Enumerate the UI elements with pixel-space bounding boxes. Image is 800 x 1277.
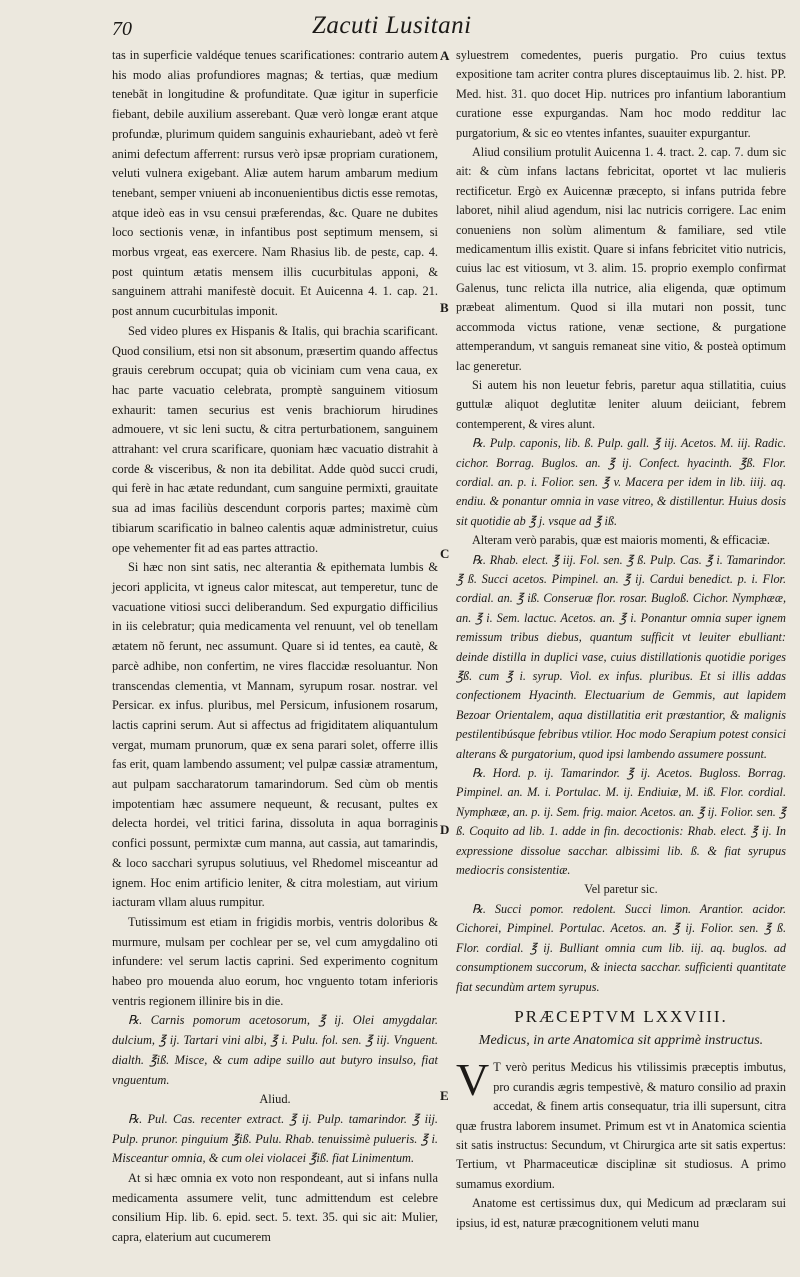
paragraph: tas in superficie valdéque tenues scarificationes: contrario autem his modo alias profundiores magnas; & tertias, quæ medium tenebãt in longitudine & profunditate. Quæ igitur in superficie fiebant, debile auxilium asserebant. Quæ verò longæ erant atque profundæ, plurimum quidem sanguinis exhauriebant, adeò vt ferè animi defectum afferrent: rursus verò ipsæ propriam curationem, veluti vulnera exigebant. Aliæ autem harum ambarum medium tenebant, semper vniueni ab inconuenientibus dictis esse remotas, atque ideò eas in vsu censui præferendas, &c. Quare ne dubites loco sectionis venæ, in infantibus post septimum mensem, si morbus vrgeat, eas exercere. Nam Rhasius lib. de pestε, cap. 4. post quintum ætatis mensem illis cucurbitulas apponi, & sanguinem attrahi manifestè docuit. Et Auicenna 4. 1. cap. 21. post annum cucurbitulas imponit. — [112, 48, 438, 319]
page-number: 70 — [112, 18, 132, 40]
margin-marker-e: E — [440, 1088, 449, 1103]
prescription: ℞. Pul. Cas. recenter extract. ℥ ij. Pulp. tamarindor. ℥ iij. Pulp. prunor. pinguium ℥iß. Pulu. Rhab. tenuissimè pulueris. ℥ i. Misceantur omnia, & cum olei violacei ℥iß. fiat Linimentum. — [112, 1111, 438, 1166]
margin-marker-b: B — [440, 300, 449, 315]
drop-cap: V — [456, 1054, 490, 1106]
left-column — [112, 46, 438, 1248]
paragraph: Alteram verò parabis, quæ est maioris momenti, & efficaciæ. — [472, 533, 770, 548]
running-title: Zacuti Lusitani — [312, 12, 472, 39]
paragraph: Sed video plures ex Hispanis & Italis, qui brachia scarificant. Quod consilium, etsi non sit absonum, præsertim quando affectus grauis cerebrum occupat; quia ob viciniam cum vena caua, ex hac parte vacuatio celebrata, promptè sanguinem vitiosum exhaurit: tamen securius est venis brachiorum hirudines admouere, vt sic leni suctu, & citra perturbationem, sanguinem attrahant: vel crura scarificare, quoniam hæc vacuatio distrahit à corde & visceribus, & non ita debilitat. Adde quòd succi crudi, qui ferè in hac ætate redundant, cum sanguine permixti, grauitate sua ad imas faciliùs descendunt corporis partes; maximè cùm tibiarum scarificatio in balneo calentis aquæ administretur, cuius ope vehementer fit ad eas partes attractio. — [112, 323, 438, 555]
recipe-heading: Aliud. — [259, 1092, 291, 1107]
margin-marker-d: D — [440, 822, 450, 837]
paragraph: At si hæc omnia ex voto non respondeant, aut si infans nulla medicamenta assumere velit, tunc admittendum est celebre consilium Hip. lib. 6. epid. sect. 5. text. 35. qui sic ait: Mulier, capra, elaterium aut cucumerem — [112, 1171, 438, 1245]
margin-marker-c: C — [440, 546, 450, 561]
prescription: ℞. Pulp. caponis, lib. ß. Pulp. gall. ℥ iij. Acetos. M. iij. Radic. cichor. Borrag. Buglos. an. ℥ ij. Confect. hyacinth. ℥ß. Flor. cordial. an. p. i. Folior. sen. ℥ v. Macera per idem in lib. iiij. aq. endiu. & ponantur omnia in vase vitreo, & distillentur. Huius dosis sit quotidie ab ℥ j. vsque ad ℥ iß. — [456, 436, 786, 528]
section-title: PRÆCEPTVM LXXVIII. — [514, 1006, 728, 1026]
prescription: ℞. Hord. p. ij. Tamarindor. ℥ ij. Acetos. Bugloss. Borrag. Pimpinel. an. M. i. Portulac. M. ij. Endiuiæ, M. iß. Flor. cordial. Nymphææ, an. p. ij. Sem. frig. maior. Acetos. an. ℥ ij. Folior. sen. ℥ ß. Coquito ad lib. 1. adde in fin. decoctionis: Rhab. elect. ℥ ij. In expressione dissolue sacchar. albissimi lib. ß. & fiat syrupus mediocris consistentiæ. — [456, 766, 786, 878]
right-column — [456, 46, 786, 1233]
paragraph: Si autem his non leuetur febris, paretur aqua stillatitia, cuius guttulæ aliquot deglutitæ leniter aluum deiiciant, febrem contemperent, & vires alunt. — [456, 377, 786, 431]
opening-paragraph — [456, 1054, 786, 1194]
paragraph: syluestrem comedentes, pueris purgatio. Pro cuius textus expositione tam acriter contra plures disceptauimus lib. 2. hist. PP. Med. hist. 31. quo docet Hip. nutrices pro infantium laborantium curatione esse expurgandas. Nam hoc modo redditur lac purgatorium, & sic eo vtentes infantes, suauiter expurgantur. — [456, 48, 786, 140]
margin-marker-a: A — [440, 48, 450, 63]
paragraph: Si hæc non sint satis, nec alterantia & epithemata lumbis & jecori applicita, vt igneus calor mitescat, aut temperetur, tunc de vacuatione vitiosi succi deliberandum. Sed expurgatio difficilius in iis celebratur; quia medicamenta vel renuunt, vel ob tenellam ætatem nõ ferunt, nec assumunt. Quare si id tentes, ea cautè, & parcè adhibe, non confertim, ne vires flaccidæ resoluantur. Non transcendas clementia, vt Mannam, syrupum rosar. nostrar. vel Persicar. ex infus. pluribus, mel Persicum, infusionem rosarum, lactis caprini serum. Aut si affectus ad frigiditatem aliquantulum vergat, mumam prunorum, quæ ex sena parari solet, offerre illis fas erit, quam lambendo assument; vel pulpæ cassiæ atramentum, aut pulpam saccharatorum tamarindorum. Sed cùm ob mentis impotentiam hæc assumere nequeunt, & recusant, pultes ex delecta hordei, vel tritici farina, dissoluta in aqua borraginis confici possunt, permixtæ cum manna, aut cassia, aut tamarindis, & loco sacchari syrupus solutiuus, vel Rhedomel misceantur ad ignem. Hoc enim artificio leniter, & citra molestiam, aut virium iacturam vllam aluus rumpitur. — [112, 560, 438, 910]
prescription: ℞. Rhab. elect. ℥ iij. Fol. sen. ℥ ß. Pulp. Cas. ℥ i. Tamarindor. ℥ ß. Succi acetos. Pimpinel. an. ℥ ij. Cardui benedict. p. i. Flor. cordial. an. ℥ iß. Conseruæ flor. rosar. Bugloß. Cichor. Nymphææ, an. ℥ i. Sem. lactuc. Acetos. an. ℥ i. Ponantur omnia super ignem remissum tribus diebus, quantum sufficit vt leuiter ebulliant: deinde distilla in duplici vase, cuius distillationis quotidie poriges ℥ß. cum ℥ i. syrup. Viol. ex infus. pluribus. Et si illis addas confectionem Hyacinth. Electuarium de Gemmis, aut lapidem Bezoar Orientalem, aqua distillatitia erit præstantior, & malignis pestilentibúsque febribus vtilior. Hoc modo Serapium potest consici alterans & purgatorium, quod ipsi lambendo assumere possunt. — [456, 552, 786, 761]
prescription: ℞. Succi pomor. redolent. Succi limon. Arantior. acidor. Cichorei, Pimpinel. Portulac. Acetos. an. ℥ ij. Folior. sen. ℥ ß. Flor. cordial. ℥ ij. Bulliant omnia cum lib. iij. aq. buglos. ad consumptionem succorum, & iniecta sacchar. sufficienti quantitate fiat secundùm artem syrupus. — [456, 901, 786, 994]
paragraph: Tutissimum est etiam in frigidis morbis, ventris doloribus & murmure, mulsam per cochlear per se, vel cum amygdalino oti infundere: vel serum lactis caprini. Sed experimento cognitum habeo pro mouenda aluo eorum, hoc vnguento totam inferioris ventris regionem illinire bis in die. — [112, 914, 438, 1008]
paragraph: T verò peritus Medicus his vtilissimis præceptis imbutus, pro curandis ægris tempestivè, & maturo consilio ad praxin accedat, & finem artis consequatur, tria illi supersunt, citra quæ frustra laborem insumet. Primum est vt in Anatomica scientia sit satis instructus: Secundum, vt Chirurgica arte sit satis expertus: Tertium, vt Pharmaceuticæ disciplinæ sit studiosus. A primo sumamus exordium. — [456, 1060, 786, 1191]
paragraph: Anatome est certissimus dux, qui Medicum ad præclaram sui ipsius, id est, naturæ præcognitionem veluti manu — [456, 1196, 786, 1230]
paragraph: Aliud consilium protulit Auicenna 1. 4. tract. 2. cap. 7. dum sic ait: & cùm infans lactans febricitat, oportet vt lac mulieris rectificetur. Ergò ex Auicennæ præcepto, si infans putrida febre laboret, nihil aliud agendum, nisi lac nutricis corrigere. Lac enim conueniens non solùm alimentum & familiare, sed vtile medicamentum illis existit. Quare si infans febricitet vitio nutricis, cuius lac est vitiosum, vt 3. alim. 15. proprio exemplo confirmat Galenus, tunc relicta illa nutrice, alia eligenda, quæ optimum præbeat alimentum. Quod si illa mutari non possit, tunc accommoda victus ratione, venæ sectione, & purgatione attemperandum, vt sanguis remaneat sine vitio, & posteà optimum lac generetur. — [456, 145, 786, 373]
section-subtitle: Medicus, in arte Anatomica sit apprimè instructus. — [478, 1033, 764, 1049]
recipe-heading: Vel paretur sic. — [584, 882, 658, 897]
prescription: ℞. Carnis pomorum acetosorum, ℥ ij. Olei amygdalar. dulcium, ℥ ij. Tartari vini albi, ℥ i. Pulu. fol. sen. ℥ iij. Vnguent. dialth. ℥iß. Misce, & cum adipe suillo aut butyro insulso, fiat vnguentum. — [112, 1013, 438, 1087]
